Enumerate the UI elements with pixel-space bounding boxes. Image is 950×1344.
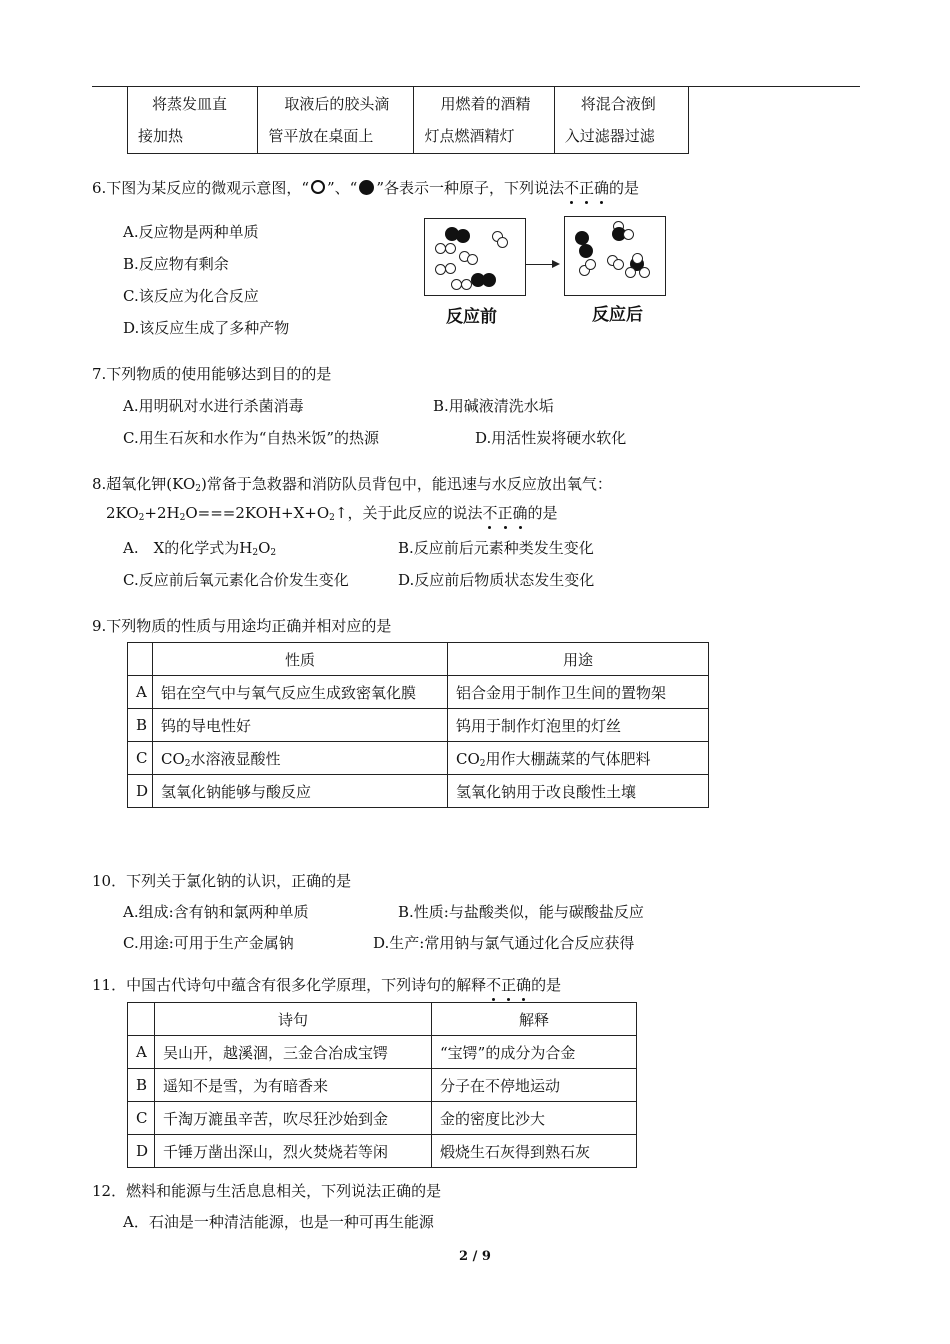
q10-option-c: C.用途:可用于生产金属钠 — [123, 934, 294, 952]
q7-option-d: D.用活性炭将硬水软化 — [475, 429, 627, 447]
q5-cell-b-line1: 取液后的胶头滴 — [284, 95, 390, 113]
atom-open — [625, 267, 636, 278]
table-row — [128, 1036, 637, 1069]
q8-option-c: C.反应前后氧元素化合价发生变化 — [123, 571, 349, 589]
row-property — [153, 742, 448, 775]
table-row — [128, 709, 709, 742]
q12-option-a: A．石油是一种清洁能源，也是一种可再生能源 — [123, 1213, 434, 1231]
row-key: D — [128, 1135, 155, 1168]
q7-stem: 7.下列物质的使用能够达到目的的是 — [92, 365, 332, 383]
q6-stem — [92, 178, 639, 198]
atom-open — [445, 263, 456, 274]
table-row — [128, 742, 709, 775]
atom-filled — [579, 244, 593, 258]
q5-cell-c — [414, 87, 554, 154]
row-key: A — [128, 1036, 155, 1069]
row-poem: 遥知不是雪，为有暗香来 — [155, 1069, 432, 1102]
q7-option-c: C.用生石灰和水作为“自热米饭”的热源 — [123, 429, 380, 447]
row-use: 氢氧化钠用于改良酸性土壤 — [448, 775, 709, 808]
q8-equation — [106, 503, 558, 528]
cell-text: 用作大棚蔬菜的气体肥料 — [485, 749, 651, 768]
atom-open — [639, 267, 650, 278]
atom-filled — [575, 231, 589, 245]
emphasis-char: 不 — [482, 504, 498, 522]
q5-cell-c-line1: 用燃着的酒精 — [440, 95, 531, 113]
q6-stem-part2: ”、“ — [326, 179, 358, 197]
q6-option-b: B.反应物有剩余 — [123, 255, 229, 273]
q8-option-d: D.反应前后物质状态发生变化 — [398, 571, 595, 589]
atom-open — [467, 254, 478, 265]
row-key: D — [128, 775, 153, 808]
option-text: A. X的化学式为H — [123, 539, 253, 557]
q5-cell-b — [258, 87, 414, 154]
q9-stem: 9.下列物质的性质与用途均正确并相对应的是 — [92, 617, 392, 635]
q7-option-a: A.用明矾对水进行杀菌消毒 — [123, 397, 304, 415]
q8-stem — [92, 474, 612, 499]
atom-open — [585, 259, 596, 270]
subscript: 2 — [179, 513, 186, 523]
row-key: C — [128, 742, 153, 775]
after-box — [564, 216, 666, 296]
open-circle-icon — [311, 180, 325, 194]
q8-stem-part2: )常备于急救器和消防队员背包中，能迅速与水反应放出氧气： — [201, 475, 612, 493]
q10-option-b: B.性质:与盐酸类似，能与碳酸盐反应 — [398, 903, 644, 921]
subscript: 2 — [270, 548, 277, 558]
subscript: 2 — [329, 513, 335, 523]
q9-head-key — [128, 643, 153, 676]
q11-stem-end: 的是 — [531, 976, 562, 994]
table-row — [128, 1069, 637, 1102]
q9-head-use: 用途 — [448, 643, 709, 676]
emphasis-char: 正 — [579, 179, 595, 197]
q11-table — [127, 1002, 637, 1168]
caption-after: 反应后 — [592, 305, 643, 325]
q6-stem-part1: 6.下图为某反应的微观示意图，“ — [92, 179, 309, 197]
row-key: B — [128, 1069, 155, 1102]
row-explanation: 分子在不停地运动 — [432, 1069, 637, 1102]
eq-part: 2KO — [106, 504, 139, 522]
q10-option-d: D.生产:常用钠与氯气通过化合反应获得 — [373, 934, 635, 952]
q5-options-table — [127, 86, 689, 154]
atom-open — [613, 259, 624, 270]
q7-option-b: B.用碱液清洗水垢 — [433, 397, 554, 415]
q11-head-expl: 解释 — [432, 1003, 637, 1036]
emphasis-char: 不 — [564, 179, 580, 197]
row-key: A — [128, 676, 153, 709]
subscript: 2 — [252, 548, 259, 558]
row-property: 铝在空气中与氧气反应生成致密氧化膜 — [153, 676, 448, 709]
row-poem: 千锤万凿出深山，烈火焚烧若等闲 — [155, 1135, 432, 1168]
page-number: 2 / 9 — [459, 1249, 491, 1264]
eq-part: +2H — [144, 504, 180, 522]
row-poem: 千淘万漉虽辛苦，吹尽狂沙始到金 — [155, 1102, 432, 1135]
emphasis-char: 不 — [486, 976, 502, 994]
q6-stem-part3: ”各表示一种原子，下列说法 — [376, 179, 564, 197]
filled-circle-icon — [359, 180, 374, 195]
table-row — [128, 1135, 637, 1168]
q9-table — [127, 642, 709, 808]
row-explanation: 金的密度比沙大 — [432, 1102, 637, 1135]
q8-option-a — [123, 538, 276, 563]
emphasis-char: 确 — [512, 504, 528, 522]
q5-cell-c-line2: 灯点燃酒精灯 — [424, 127, 515, 145]
cell-text: CO — [456, 749, 480, 768]
before-box — [424, 218, 526, 296]
row-use — [448, 742, 709, 775]
row-use: 钨用于制作灯泡里的灯丝 — [448, 709, 709, 742]
table-row — [128, 1102, 637, 1135]
row-use: 铝合金用于制作卫生间的置物架 — [448, 676, 709, 709]
row-explanation: 煅烧生石灰得到熟石灰 — [432, 1135, 637, 1168]
q6-option-a: A.反应物是两种单质 — [123, 223, 259, 241]
atom-filled — [456, 229, 470, 243]
cell-text: CO — [161, 749, 185, 768]
caption-before: 反应前 — [446, 307, 497, 327]
q5-cell-b-line2: 管平放在桌面上 — [268, 127, 374, 145]
q5-cell-a-line1: 将蒸发皿直 — [152, 95, 228, 113]
q11-stem-text: 11．中国古代诗句中蕴含有很多化学原理，下列诗句的解释 — [92, 976, 487, 994]
eq-part: ↑，关于此反应的说法 — [334, 504, 483, 522]
table-row — [128, 775, 709, 808]
row-property: 氢氧化钠能够与酸反应 — [153, 775, 448, 808]
q8-option-b: B.反应前后元素种类发生变化 — [398, 539, 594, 557]
row-key: C — [128, 1102, 155, 1135]
row-property: 钨的导电性好 — [153, 709, 448, 742]
subscript: 2 — [479, 758, 486, 769]
q5-cell-a-line2: 接加热 — [138, 127, 184, 145]
atom-open — [445, 243, 456, 254]
emphasis-char: 正 — [501, 976, 517, 994]
q11-head-poem: 诗句 — [155, 1003, 432, 1036]
row-poem: 吴山开，越溪涸，三金合冶成宝锷 — [155, 1036, 432, 1069]
q5-cell-a — [128, 87, 258, 154]
option-text: O — [258, 539, 271, 557]
q8-stem-part1: 8.超氧化钾(KO — [92, 475, 196, 493]
q6-stem-end: 的是 — [609, 179, 640, 197]
atom-open — [623, 229, 634, 240]
emphasis-char: 确 — [594, 179, 610, 197]
row-explanation: “宝锷”的成分为合金 — [432, 1036, 637, 1069]
q11-stem — [92, 975, 561, 995]
cell-text: 水溶液显酸性 — [190, 749, 281, 768]
q10-option-a: A.组成:含有钠和氯两种单质 — [123, 903, 309, 921]
q5-cell-d-line1: 将混合液倒 — [580, 95, 656, 113]
q12-stem: 12．燃料和能源与生活息息相关，下列说法正确的是 — [92, 1182, 442, 1200]
q6-option-d: D.该反应生成了多种产物 — [123, 319, 290, 337]
q10-stem: 10．下列关于氯化钠的认识，正确的是 — [92, 872, 352, 890]
table-row — [128, 676, 709, 709]
q5-cell-d-line2: 入过滤器过滤 — [564, 127, 655, 145]
q11-head-key — [128, 1003, 155, 1036]
emphasis-char: 确 — [516, 976, 532, 994]
eq-part: O===2KOH+X+O — [185, 504, 330, 522]
row-key: B — [128, 709, 153, 742]
atom-open — [632, 253, 643, 264]
subscript: 2 — [138, 513, 145, 523]
subscript: 2 — [184, 758, 191, 769]
emphasis-char: 正 — [497, 504, 513, 522]
q5-cell-d — [554, 87, 688, 154]
q9-head-prop: 性质 — [153, 643, 448, 676]
atom-open — [497, 237, 508, 248]
atom-filled — [482, 273, 496, 287]
subscript: 2 — [195, 484, 201, 494]
q6-option-c: C.该反应为化合反应 — [123, 287, 259, 305]
eq-part: 的是 — [527, 504, 558, 522]
